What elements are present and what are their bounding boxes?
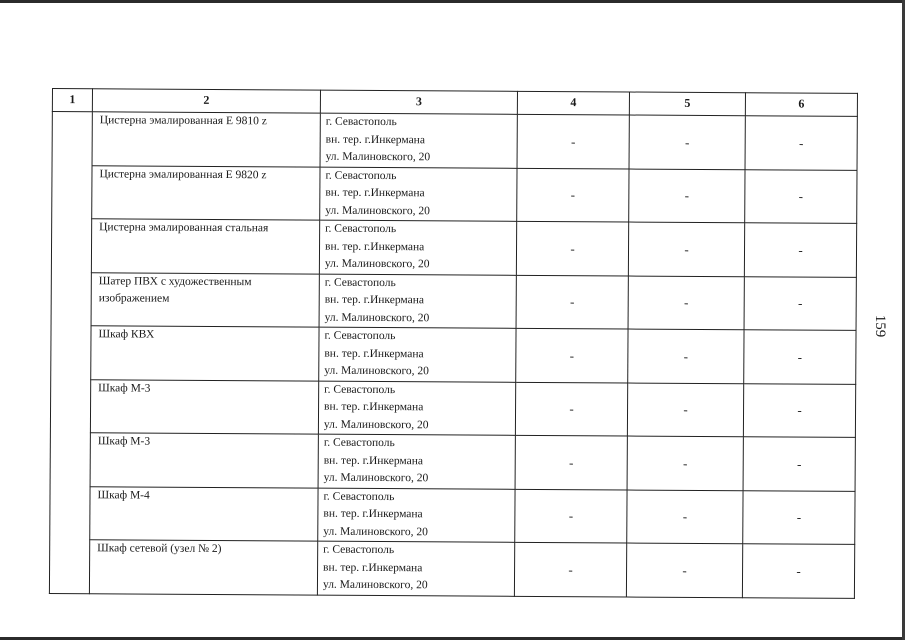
- value-cell-col4: -: [515, 435, 627, 489]
- header-col-3: 3: [320, 90, 517, 114]
- table-row: [49, 539, 854, 597]
- item-name-cell: [89, 540, 317, 595]
- item-name-line: Шатер ПВХ с художественным: [98, 274, 252, 288]
- address-cell: [317, 541, 514, 596]
- address-line: вн. тер. г.Инкермана: [324, 293, 425, 307]
- address-line: вн. тер. г.Инкермана: [325, 133, 425, 146]
- item-name-cell: [90, 379, 318, 434]
- value-cell-col4: -: [516, 328, 628, 382]
- address-line: вн. тер. г.Инкермана: [323, 454, 424, 467]
- address-line: г. Севастополь: [324, 276, 396, 289]
- address-line: вн. тер. г.Инкермана: [324, 400, 424, 414]
- inventory-table: [49, 88, 858, 598]
- address-line: г. Севастополь: [325, 115, 397, 129]
- address-cell: [318, 488, 515, 543]
- item-name-line: Шкаф М-3: [98, 381, 151, 395]
- address-cell: [320, 167, 517, 222]
- value-cell-col4: -: [515, 489, 627, 543]
- document-sheet: [49, 88, 857, 592]
- table-row: [51, 325, 856, 383]
- address-line: г. Севастополь: [325, 169, 397, 182]
- address-cell: [319, 274, 516, 329]
- address-line: ул. Малиновского, 20: [325, 150, 431, 164]
- address-line: вн. тер. г.Инкермана: [324, 347, 424, 360]
- value-cell-col6: -: [743, 490, 855, 544]
- address-line: ул. Малиновского, 20: [324, 257, 430, 271]
- item-name-line: Цистерна эмалированная стальная: [99, 221, 269, 235]
- header-col-2: 2: [92, 89, 320, 113]
- value-cell-col5: -: [629, 169, 745, 223]
- value-cell-col6: -: [745, 116, 857, 170]
- address-line: ул. Малиновского, 20: [325, 204, 430, 217]
- item-name-cell: [92, 165, 320, 220]
- address-line: г. Севастополь: [325, 222, 397, 236]
- value-cell-col5: -: [626, 543, 742, 597]
- item-name-line: Цистерна эмалированная Е 9810 z: [99, 114, 267, 128]
- table-row: [50, 379, 855, 437]
- address-cell: [320, 113, 517, 168]
- address-line: ул. Малиновского, 20: [323, 418, 429, 431]
- value-cell-col5: -: [627, 436, 743, 490]
- item-name-line: изображением: [98, 292, 170, 305]
- header-col-1: 1: [52, 89, 92, 112]
- value-cell-col5: -: [627, 383, 743, 437]
- value-cell-col5: -: [629, 115, 745, 169]
- item-name-line: Шкаф М-4: [97, 488, 150, 502]
- address-line: ул. Малиновского, 20: [323, 471, 429, 485]
- address-line: ул. Малиновского, 20: [324, 364, 429, 378]
- address-line: г. Севастополь: [323, 436, 395, 450]
- value-cell-col5: -: [627, 490, 743, 544]
- value-cell-col4: -: [517, 168, 629, 222]
- value-cell-col6: -: [743, 383, 855, 437]
- address-line: вн. тер. г.Инкермана: [323, 561, 423, 574]
- value-cell-col6: -: [745, 169, 857, 223]
- item-name-cell: [90, 486, 318, 541]
- table-row: [50, 432, 855, 490]
- value-cell-col6: -: [744, 330, 856, 384]
- item-name-line: Шкаф сетевой (узел № 2): [97, 542, 222, 556]
- item-name-line: Цистерна эмалированная Е 9820 z: [99, 167, 267, 181]
- table-row: [51, 272, 856, 330]
- item-name-line: Шкаф КВХ: [98, 328, 155, 341]
- address-line: ул. Малиновского, 20: [324, 311, 430, 324]
- header-col-5: 5: [629, 92, 745, 116]
- row-number-cell: [49, 112, 92, 594]
- value-cell-col6: -: [743, 437, 855, 491]
- address-cell: [318, 434, 515, 489]
- header-col-6: 6: [745, 93, 857, 117]
- item-name-cell: [91, 272, 319, 327]
- value-cell-col5: -: [628, 276, 744, 330]
- page-number: 159: [872, 314, 888, 338]
- address-cell: [319, 327, 516, 382]
- value-cell-col4: -: [514, 542, 626, 596]
- item-name-line: Шкаф М-3: [97, 435, 151, 448]
- item-name-cell: [92, 112, 320, 167]
- address-line: вн. тер. г.Инкермана: [325, 240, 425, 253]
- value-cell-col6: -: [744, 276, 856, 330]
- address-line: г. Севастополь: [324, 329, 396, 343]
- value-cell-col4: -: [517, 114, 629, 168]
- address-line: г. Севастополь: [323, 490, 395, 503]
- address-line: ул. Малиновского, 20: [322, 578, 428, 592]
- address-line: ул. Малиновского, 20: [323, 525, 428, 538]
- address-cell: [318, 381, 515, 436]
- scan-edge-top: [0, 0, 905, 3]
- value-cell-col6: -: [742, 544, 854, 598]
- item-name-cell: [91, 326, 319, 381]
- table-row: [52, 112, 857, 170]
- value-cell-col4: -: [515, 382, 627, 436]
- address-line: г. Севастополь: [324, 383, 396, 396]
- table-row: [52, 165, 857, 223]
- item-name-cell: [91, 219, 319, 274]
- address-line: вн. тер. г.Инкермана: [323, 507, 423, 521]
- address-cell: [319, 220, 516, 275]
- table-body: [49, 112, 857, 598]
- value-cell-col4: -: [516, 275, 628, 329]
- table-row: [50, 486, 855, 544]
- header-col-4: 4: [517, 91, 629, 115]
- value-cell-col6: -: [744, 223, 856, 277]
- address-line: г. Севастополь: [323, 543, 395, 557]
- value-cell-col5: -: [628, 222, 744, 276]
- table-row: [51, 219, 856, 277]
- address-line: вн. тер. г.Инкермана: [325, 186, 425, 200]
- item-name-cell: [90, 433, 318, 488]
- value-cell-col4: -: [516, 221, 628, 275]
- value-cell-col5: -: [628, 329, 744, 383]
